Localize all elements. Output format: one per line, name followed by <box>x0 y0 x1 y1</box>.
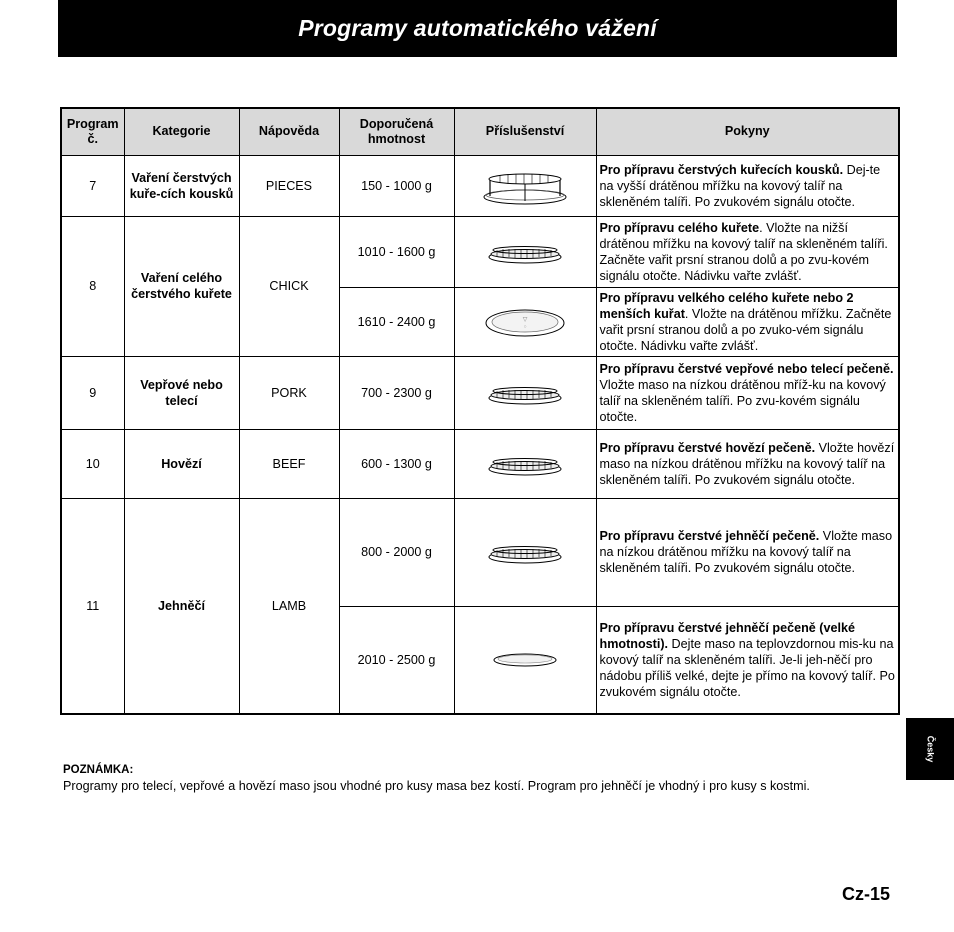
program-number: 8 <box>61 216 124 356</box>
turntable-icon <box>483 306 567 338</box>
programs-table <box>60 107 900 715</box>
instruction-bold: Pro přípravu čerstvé jehněčí pečeně. <box>599 529 820 543</box>
instruction-text: . Vložte na nižší drátěnou mřížku na kovový talíř na skleněném talíři. Začněte vařit prsní stranou dolů a po zvu-kovém signálu otočte. Nádivku vařte zvlášť. <box>599 220 888 283</box>
weight: 1010 - 1600 g <box>339 216 454 287</box>
weight: 700 - 2300 g <box>339 356 454 429</box>
weight: 2010 - 2500 g <box>339 606 454 714</box>
program-number: 9 <box>61 356 124 429</box>
header-category: Kategorie <box>124 108 239 155</box>
category: Vaření celého čerstvého kuřete <box>124 216 239 356</box>
program-number: 11 <box>61 498 124 714</box>
instructions <box>596 429 899 498</box>
weight: 800 - 2000 g <box>339 498 454 606</box>
low-rack-icon <box>485 451 565 477</box>
table-row <box>61 155 899 216</box>
accessory <box>454 216 596 287</box>
accessory <box>454 498 596 606</box>
hint: BEEF <box>239 429 339 498</box>
instruction-text: Dejte maso na teplovzdornou mis-ku na kovový talíř na skleněném talíři. Je-li jeh-něčí pro nádobu příliš velké, dejte je přímo na kovový talíř. Po zvukovém signálu otočte. <box>599 636 895 699</box>
header-accessory: Příslušenství <box>454 108 596 155</box>
instruction-bold: Pro přípravu čerstvých kuřecích kousků. <box>599 162 844 177</box>
accessory <box>454 356 596 429</box>
table-row <box>61 429 899 498</box>
program-number: 7 <box>61 155 124 216</box>
page-number: Cz-15 <box>842 884 891 904</box>
instructions <box>596 356 899 429</box>
hint: PIECES <box>239 155 339 216</box>
instruction-text: . Vložte na drátěnou mřížku. Začněte vařit prsní stranou dolů a po zvuko-vém signálu otočte. Nádivku vařte zvlášť. <box>599 306 892 353</box>
category: Jehněčí <box>124 498 239 714</box>
header-program: Program č. <box>61 108 124 155</box>
weight: 600 - 1300 g <box>339 429 454 498</box>
high-rack-icon <box>480 164 570 208</box>
program-number: 10 <box>61 429 124 498</box>
instructions <box>596 287 899 356</box>
note <box>63 762 903 794</box>
accessory <box>454 429 596 498</box>
table-row <box>61 356 899 429</box>
instruction-text: Vložte maso na nízkou drátěnou mřížku na kovový talíř na skleněném talíři. Po zvukovém signálu otočte. <box>599 529 893 575</box>
metal-tray-icon <box>491 650 559 670</box>
note-title: POZNÁMKA: <box>63 764 134 776</box>
weight: 1610 - 2400 g <box>339 287 454 356</box>
header-instructions: Pokyny <box>596 108 899 155</box>
instruction-bold: Pro přípravu čerstvé vepřové nebo telecí pečeně. <box>599 361 894 376</box>
page-title: Programy automatického vážení <box>298 15 657 41</box>
category: Vepřové nebo telecí <box>124 356 239 429</box>
header-weight: Doporučená hmotnost <box>339 108 454 155</box>
accessory <box>454 287 596 356</box>
title-bar <box>58 0 897 57</box>
instructions <box>596 155 899 216</box>
low-rack-icon <box>485 239 565 265</box>
instruction-text: Vložte maso na nízkou drátěnou mříž-ku na kovový talíř na skleněném talíři. Po zvu-kovém signálu otočte. <box>599 377 886 424</box>
instruction-bold: Pro přípravu celého kuřete <box>599 220 760 235</box>
header-hint: Nápověda <box>239 108 339 155</box>
category: Hovězí <box>124 429 239 498</box>
category: Vaření čerstvých kuře-cích kousků <box>124 155 239 216</box>
language-tab-label: Česky <box>925 735 935 763</box>
hint: LAMB <box>239 498 339 714</box>
hint: CHICK <box>239 216 339 356</box>
accessory <box>454 155 596 216</box>
instruction-bold: Pro přípravu velkého celého kuřete nebo 2 menších kuřat <box>599 290 854 321</box>
accessory <box>454 606 596 714</box>
instructions <box>596 606 899 714</box>
language-tab <box>906 718 954 780</box>
instructions <box>596 216 899 287</box>
instructions <box>596 498 899 606</box>
instruction-text: Vložte hovězí maso na nízkou drátěnou mřížku na kovový talíř na skleněném talíři. Po zvukovém signálu otočte. <box>599 440 895 487</box>
low-rack-icon <box>485 539 565 565</box>
note-text: Programy pro telecí, vepřové a hovězí maso jsou vhodné pro kusy masa bez kostí. Program pro jehněčí je vhodný i pro kusy s kostmi. <box>63 779 810 793</box>
table-row <box>61 216 899 287</box>
instruction-bold: Pro přípravu čerstvé hovězí pečeně. <box>599 440 816 455</box>
instruction-text: Dej-te na vyšší drátěnou mřížku na kovový talíř na skleněném talíři. Po zvukovém signálu otočte. <box>599 162 881 209</box>
instruction-bold: Pro přípravu čerstvé jehněčí pečeně (velké hmotnosti). <box>599 620 855 651</box>
low-rack-icon <box>485 380 565 406</box>
hint: PORK <box>239 356 339 429</box>
weight: 150 - 1000 g <box>339 155 454 216</box>
table-row <box>61 498 899 606</box>
